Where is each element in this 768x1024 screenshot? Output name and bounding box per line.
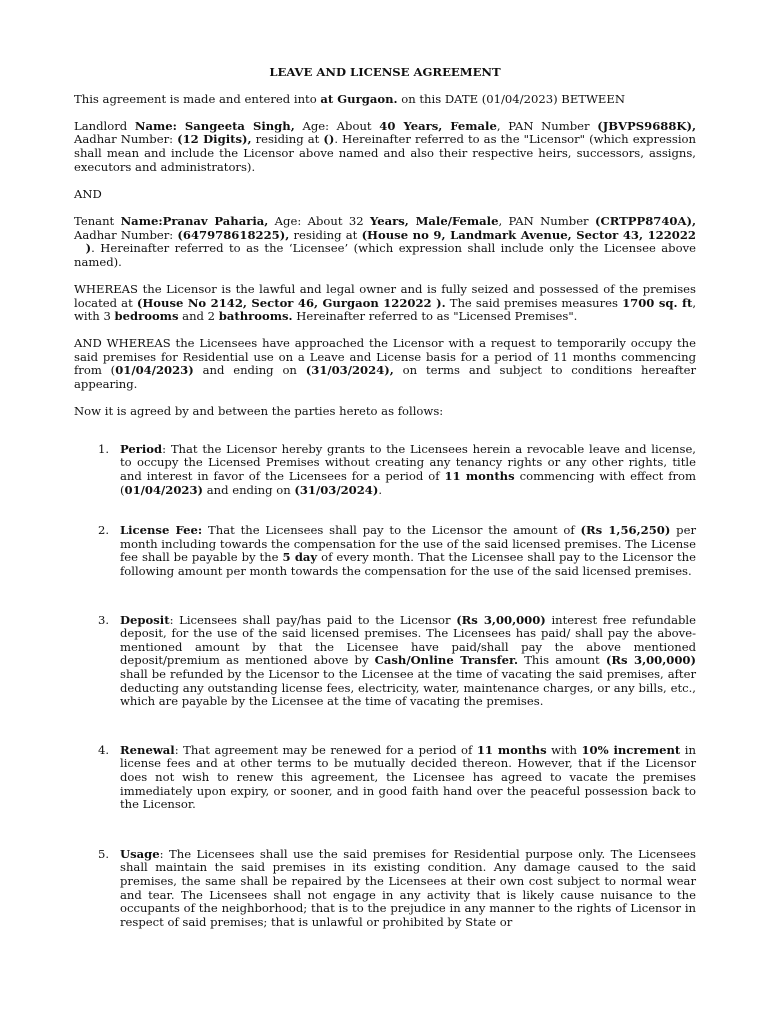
clause-heading: Renewal (120, 742, 175, 757)
tenant-label: Tenant (74, 213, 121, 228)
clause-text: commencing with effect from ( (120, 469, 696, 497)
landlord-text: residing at (251, 132, 324, 147)
tenant-paragraph (74, 215, 696, 269)
premises-address: (House No 2142, Sector 46, Gurgaon 122022 ). (136, 295, 446, 310)
tenant-age: Years, Male/Female (370, 213, 499, 228)
clause-emphasis: 11 months (444, 469, 515, 484)
clause-emphasis: (Rs 3,00,000) (456, 612, 546, 627)
tenant-aadhar: (647978618225), (177, 227, 290, 242)
clause-text: . (378, 482, 383, 497)
landlord-text: Aadhar Number: (74, 132, 178, 147)
intro-text: This agreement is made and entered into (74, 91, 321, 106)
tenant-name: Name:Pranav Paharia, (120, 213, 269, 228)
clause-text: in license fees and at other terms to be mutually decided thereon. However, that if the Licensor does not wish to renew this agreement, the Licensee has agreed to vacate the premises immediately upon expiry, or sooner, and in good faith hand over the peaceful possession back to the Licensor. (120, 742, 696, 812)
and-whereas-text: on terms and subject to conditions hereafter appearing. (74, 363, 697, 392)
intro-date: on this DATE (01/04/2023) BETWEEN (397, 91, 626, 106)
clause-item (74, 443, 696, 497)
tenant-address: (House no 9, Landmark Avenue, Sector 43, 122022 ) (74, 227, 696, 256)
clause-heading: Usage (120, 846, 160, 861)
and-whereas-text: AND WHEREAS the Licensees have approached the Licensor with a request to temporarily occupy the said premises for Residential use on a Leave and License basis for a period of 11 months commencing from ( (74, 336, 696, 378)
clause-item (74, 614, 696, 709)
premises-area: 1700 sq. ft (622, 295, 693, 310)
tenant-text: . Hereinafter referred to as the ‘Licensee’ (which expression shall include only the Licensee above named). (74, 241, 696, 269)
tenant-text: Aadhar Number: (74, 227, 178, 242)
clause-text: of every month. That the Licensee shall pay to the Licensor the following amount per month towards the compensation for the use of the said licensed premises. (120, 550, 696, 578)
premises-bedrooms: bedrooms (114, 309, 179, 324)
and-whereas-paragraph (74, 337, 696, 391)
landlord-age: 40 Years, Female (379, 118, 497, 133)
agreed-statement: Now it is agreed by and between the parties hereto as follows: (74, 404, 444, 419)
whereas-text: , with 3 (74, 295, 697, 324)
clause-emphasis: (Rs 1,56,250) (580, 523, 671, 538)
tenant-text: , PAN Number (498, 213, 595, 228)
clause-item (74, 524, 696, 578)
clause-heading: License Fee: (120, 523, 203, 538)
landlord-text: Age: About (294, 118, 380, 133)
clause-number: 2. (98, 523, 110, 538)
clause-text: per month including towards the compensation for the use of the said licensed premises. The License fee shall be payable by the (120, 523, 697, 565)
clause-heading: Period (120, 441, 163, 456)
clause-number: 4. (98, 742, 110, 757)
clause-number: 1. (98, 441, 110, 456)
intro-place: at Gurgaon. (320, 91, 398, 106)
whereas-text: WHEREAS the Licensor is the lawful and legal owner and is fully seized and possessed of the premises located at (74, 281, 696, 310)
landlord-name: Name: Sangeeta Singh, (134, 118, 295, 133)
and-whereas-text: and ending on (193, 363, 306, 378)
landlord-address: () (323, 132, 335, 147)
whereas-text: The said premises measures (445, 295, 623, 310)
clause-text: shall be refunded by the Licensor to the Licensee at the time of vacating the said premises, after deducting any outstanding license fees, electricity, water, maintenance charges, or any bills, etc., which are payable by the Licensee at the time of vacating the premises. (120, 666, 696, 709)
clause-text: : The Licensees shall use the said premises for Residential purpose only. The Licensees shall maintain the said premises in its existing condition. Any damage caused to the said premises, the same shall be repaired by the Licensees at their own cost subject to normal wear and tear. The Licensees shall not engage in any activity that is likely cause nuisance to the occupants of the neighborhood; that is to the prejudice in any manner to the rights of Licensor in respect of said premises; that is unlawful or prohibited by State or (120, 846, 696, 929)
clause-text: interest free refundable deposit, for the use of the said licensed premises. The Licensees has paid/ shall pay the above-mentioned amount by that the Licensee have paid/shall pay the above mentioned deposit/premium as mentioned above by (120, 612, 696, 668)
clause-number: 3. (98, 612, 110, 627)
landlord-aadhar: (12 Digits), (177, 132, 252, 147)
landlord-text: . Hereinafter referred to as the "Licensor" (which expression shall mean and include the Licensor above named and also their respective heirs, successors, assigns, executors and administrators). (74, 132, 696, 174)
clause-list (74, 443, 696, 929)
clause-text: : That agreement may be renewed for a period of (174, 742, 477, 757)
clause-text: That the Licensees shall pay to the Licensor the amount of (202, 523, 581, 538)
landlord-pan: (JBVPS9688K), (597, 118, 696, 133)
clause-emphasis: (Rs 3,00,000) (605, 653, 696, 668)
and-label: AND (74, 186, 102, 201)
clause-emphasis: 11 months (476, 742, 547, 757)
whereas-paragraph (74, 283, 696, 324)
clause-item (74, 744, 696, 812)
clause-emphasis: 01/04/2023) (124, 482, 204, 497)
intro-paragraph (74, 93, 696, 107)
whereas-text: Hereinafter referred to as "Licensed Premises". (292, 309, 578, 324)
clause-emphasis: 10% increment (581, 742, 681, 757)
clause-text: with (546, 742, 582, 757)
clause-text: This amount (518, 653, 606, 668)
tenant-text: Age: About 32 (268, 213, 371, 228)
whereas-text: and 2 (178, 309, 219, 324)
end-date: (31/03/2024), (305, 363, 394, 378)
clause-emphasis: 5 day (282, 550, 318, 565)
document-title: LEAVE AND LICENSE AGREEMENT (269, 65, 501, 79)
start-date: 01/04/2023) (115, 363, 194, 378)
clause-emphasis: Cash/Online Transfer. (374, 653, 519, 668)
landlord-label: Landlord (74, 118, 135, 133)
tenant-pan: (CRTPP8740A), (594, 213, 696, 228)
clause-text: : That the Licensor hereby grants to the Licensees herein a revocable leave and license, to occupy the Licensed Premises without creating any tenancy rights or any other rights, title and interest in favor of the Licensees for a period of (120, 441, 696, 484)
premises-bathrooms: bathrooms. (218, 309, 293, 324)
landlord-paragraph (74, 120, 696, 174)
tenant-text: residing at (289, 227, 362, 242)
clause-number: 5. (98, 846, 110, 861)
clause-item (74, 848, 696, 930)
landlord-text: , PAN Number (496, 118, 598, 133)
agreement-page (74, 66, 696, 929)
clause-text: and ending on (203, 482, 295, 497)
clause-heading: Deposit (120, 612, 170, 627)
clause-emphasis: (31/03/2024) (294, 482, 379, 497)
clause-text: : Licensees shall pay/has paid to the Licensor (169, 612, 457, 627)
